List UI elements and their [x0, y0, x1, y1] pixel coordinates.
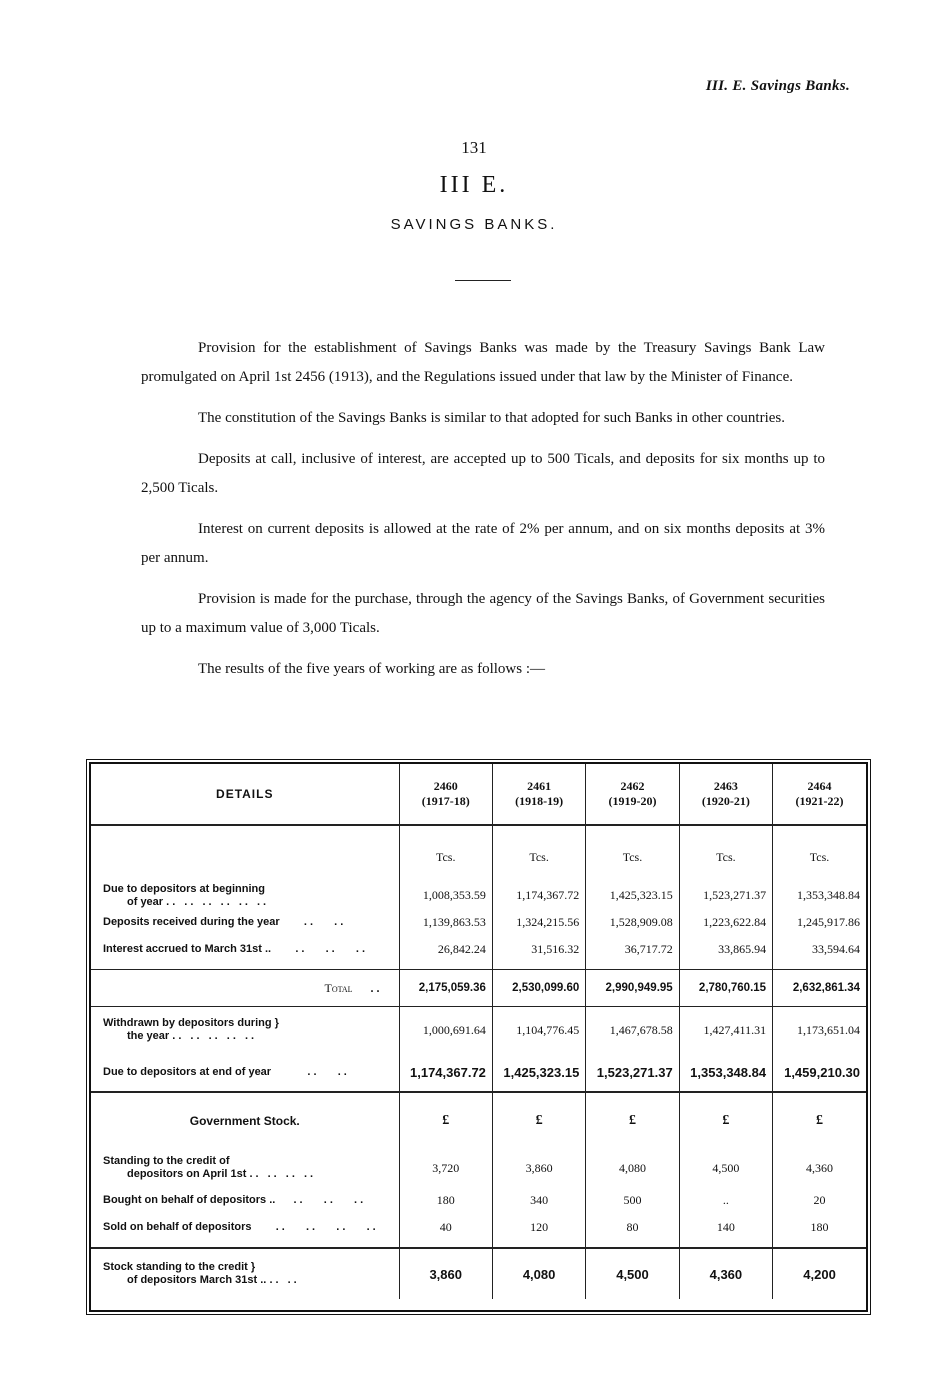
value-cell: 20 [773, 1187, 866, 1214]
leader-dots: .. .. .. .. .. [172, 1030, 258, 1042]
value-cell: 1,104,776.45 [492, 1007, 585, 1054]
value-cell: 4,500 [586, 1248, 679, 1299]
stock-title: Government Stock. [189, 1114, 300, 1128]
value-cell: 1,008,353.59 [399, 882, 492, 909]
year-header [679, 764, 772, 825]
savings-bank-table [89, 762, 868, 1312]
value-cell: 4,500 [679, 1149, 772, 1187]
table-row [91, 882, 866, 909]
value-cell: 26,842.24 [399, 936, 492, 963]
row-label [91, 1214, 399, 1241]
unit-row [91, 825, 866, 882]
total-cell: 2,175,059.36 [399, 970, 492, 1007]
leader-dots: .. .. .. .. .. .. [166, 895, 270, 908]
section-subtitle: SAVINGS BANKS. [390, 216, 558, 233]
currency-label: £ [679, 1092, 772, 1149]
value-cell: 33,594.64 [773, 936, 866, 963]
value-cell: 1,353,348.84 [773, 882, 866, 909]
leader-dots: .. .. [279, 916, 347, 928]
page-number: 131 [461, 138, 487, 157]
paragraph: Provision is made for the purchase, through the agency of the Savings Banks, of Government securities up to a maximum value of 3,000 Ticals. [141, 591, 825, 636]
value-cell: 4,360 [773, 1149, 866, 1187]
value-cell: 1,139,863.53 [399, 909, 492, 936]
results-table [91, 764, 866, 1299]
details-header: DETAILS [91, 764, 399, 825]
row-label-line: the year [127, 1030, 170, 1042]
paragraph: The results of the five years of working are as follows :— [198, 661, 545, 677]
year-number: 2464 [807, 779, 832, 793]
year-header [773, 764, 866, 825]
year-range: (1921-22) [795, 794, 844, 808]
value-cell: 31,516.32 [492, 936, 585, 963]
value-cell: 4,200 [773, 1248, 866, 1299]
unit-label: Tcs. [679, 825, 772, 882]
row-label-text: Deposits received during the year [103, 916, 280, 928]
row-label-line: Due to depositors at beginning [103, 882, 265, 895]
value-cell: 36,717.72 [586, 936, 679, 963]
year-number: 2462 [620, 779, 645, 793]
paragraph: The constitution of the Savings Banks is similar to that adopted for such Banks in other countries. [198, 410, 785, 426]
value-cell: 1,245,917.86 [773, 909, 866, 936]
paragraph: Provision for the establishment of Savings Banks was made by the Treasury Savings Bank Law promulgated on April 1st 2456 (1913), and the Regulations issued under that law by the Minister of Finance. [141, 340, 825, 385]
row-label-line: Withdrawn by depositors during [103, 1017, 272, 1029]
row-label-text: Interest accrued to March 31st .. [103, 943, 272, 955]
leader-dots: .. .. .. .. [249, 1168, 317, 1180]
stock-header-row [91, 1092, 866, 1149]
row-label-line: depositors on April 1st [127, 1168, 247, 1180]
value-cell: 1,459,210.30 [773, 1053, 866, 1092]
value-cell: 500 [586, 1187, 679, 1214]
row-label: Withdrawn by depositors during } the year .. .. .. .. .. [103, 1017, 279, 1042]
value-cell: 40 [399, 1214, 492, 1241]
value-cell: 1,467,678.58 [586, 1007, 679, 1054]
year-header [492, 764, 585, 825]
table-row [91, 1149, 866, 1187]
row-label-text: Due to depositors at end of year [103, 1065, 272, 1078]
year-header [586, 764, 679, 825]
value-cell: 340 [492, 1187, 585, 1214]
value-cell: 1,523,271.37 [679, 882, 772, 909]
leader-dots: .. .. .. [271, 943, 369, 955]
unit-label: Tcs. [399, 825, 492, 882]
year-number: 2463 [713, 779, 738, 793]
value-cell: 1,528,909.08 [586, 909, 679, 936]
currency-label: £ [492, 1092, 585, 1149]
value-cell: 1,174,367.72 [399, 1053, 492, 1092]
final-stock-row [91, 1248, 866, 1299]
value-cell: 1,427,411.31 [679, 1007, 772, 1054]
value-cell: 3,860 [399, 1248, 492, 1299]
end-of-year-row [91, 1053, 866, 1092]
row-label [91, 936, 399, 963]
year-range: (1919-20) [608, 794, 657, 808]
value-cell: 1,353,348.84 [679, 1053, 772, 1092]
row-label-line: of depositors March 31st .. [127, 1274, 267, 1286]
leader-dots: .. .. [269, 1274, 300, 1286]
value-cell: 4,080 [492, 1248, 585, 1299]
unit-label: Tcs. [492, 825, 585, 882]
value-cell: 1,425,323.15 [492, 1053, 585, 1092]
value-cell: 1,223,622.84 [679, 909, 772, 936]
running-head: III. E. Savings Banks. [705, 78, 850, 94]
year-range: (1918-19) [515, 794, 564, 808]
row-label [91, 1149, 399, 1187]
currency-label: £ [586, 1092, 679, 1149]
value-cell: 80 [586, 1214, 679, 1241]
unit-label: Tcs. [586, 825, 679, 882]
value-cell: 1,173,651.04 [773, 1007, 866, 1054]
total-row [91, 970, 866, 1007]
leader-dots: .. .. [271, 1065, 350, 1078]
row-label [91, 1187, 399, 1214]
row-label-line: Stock standing to the credit [103, 1261, 248, 1273]
unit-label: Tcs. [773, 825, 866, 882]
value-cell: 120 [492, 1214, 585, 1241]
year-number: 2461 [527, 779, 552, 793]
section-title: III E. [439, 172, 509, 198]
paragraph: Interest on current deposits is allowed at the rate of 2% per annum, and on six months deposits at 3% per annum. [141, 521, 825, 566]
currency-label: £ [399, 1092, 492, 1149]
total-cell: 2,530,099.60 [492, 970, 585, 1007]
value-cell: 4,080 [586, 1149, 679, 1187]
title-divider [455, 280, 511, 281]
value-cell: 180 [773, 1214, 866, 1241]
table-row [91, 1007, 866, 1054]
value-cell: 140 [679, 1214, 772, 1241]
currency-label: £ [773, 1092, 866, 1149]
row-label-line: of year [127, 895, 164, 908]
value-cell: 1,000,691.64 [399, 1007, 492, 1054]
year-range: (1920-21) [701, 794, 750, 808]
row-label: Stock standing to the credit } of depositors March 31st .. .. .. [91, 1248, 399, 1299]
total-label: Total [324, 980, 353, 995]
total-cell: 2,780,760.15 [679, 970, 772, 1007]
value-cell: 1,174,367.72 [492, 882, 585, 909]
value-cell: 1,324,215.56 [492, 909, 585, 936]
value-cell: 3,720 [399, 1149, 492, 1187]
year-header [399, 764, 492, 825]
row-label-line: Standing to the credit of [103, 1155, 230, 1167]
row-label-text: Sold on behalf of depositors [103, 1221, 252, 1233]
leader-dots: .. [352, 980, 383, 995]
value-cell: 4,360 [679, 1248, 772, 1299]
total-cell: 2,632,861.34 [773, 970, 866, 1007]
row-label [91, 970, 399, 1007]
row-label [91, 1053, 399, 1092]
value-cell: .. [679, 1187, 772, 1214]
value-cell: 180 [399, 1187, 492, 1214]
year-number: 2460 [433, 779, 458, 793]
value-cell: 3,860 [492, 1149, 585, 1187]
leader-dots: .. .. .. [275, 1194, 367, 1206]
value-cell: 1,425,323.15 [586, 882, 679, 909]
table-row [91, 1214, 866, 1241]
total-cell: 2,990,949.95 [586, 970, 679, 1007]
table-row [91, 909, 866, 936]
table-row [91, 936, 866, 963]
row-label [91, 909, 399, 936]
year-range: (1917-18) [421, 794, 470, 808]
row-label-text: Bought on behalf of depositors .. [103, 1194, 276, 1206]
header-row [91, 764, 866, 825]
row-label [91, 882, 399, 909]
table-row [91, 1187, 866, 1214]
value-cell: 1,523,271.37 [586, 1053, 679, 1092]
paragraph: Deposits at call, inclusive of interest, are accepted up to 500 Ticals, and deposits for six months up to 2,500 Ticals. [141, 451, 825, 496]
leader-dots: .. .. .. .. [251, 1221, 379, 1233]
value-cell: 33,865.94 [679, 936, 772, 963]
body-text [141, 334, 825, 696]
